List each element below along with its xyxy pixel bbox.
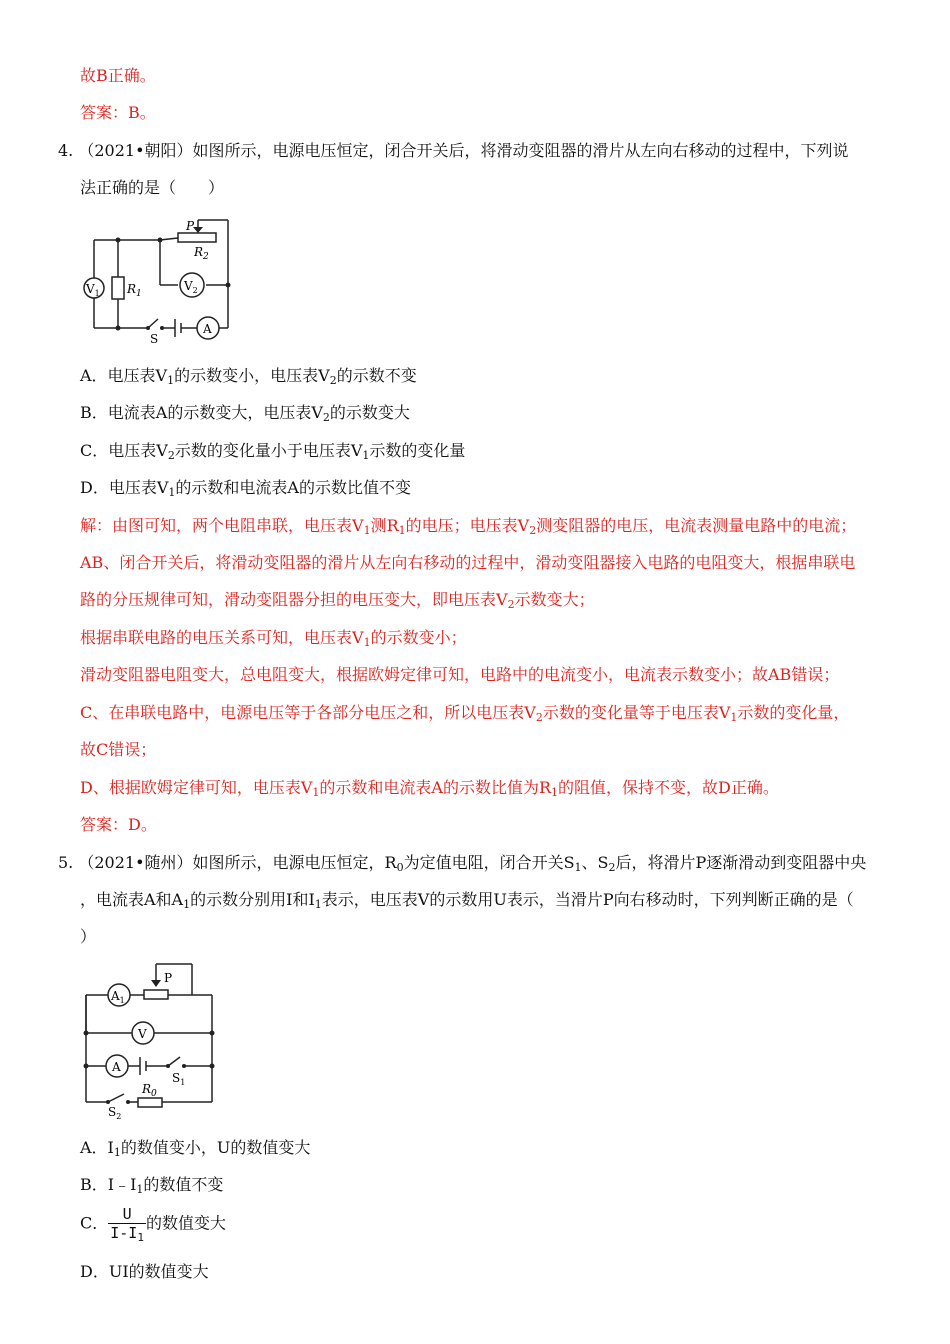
- label-S2: $S_2$: [108, 1105, 122, 1120]
- q5-circuit-diagram: [80, 960, 220, 1120]
- label-R2: $R_2$: [194, 245, 209, 262]
- label-V: V: [138, 1027, 147, 1041]
- q5-option-A[interactable]: A．$I_1$的数值变小，U的数值变大: [80, 1138, 311, 1159]
- q4-solution-line3: 路的分压规律可知，滑动变阻器分担的电压变大，即电压表$V_2$示数变大；: [80, 590, 595, 611]
- q5-option-B[interactable]: B．$I﹣I_1$的数值不变: [80, 1175, 224, 1196]
- q4-solution-line5: 滑动变阻器电阻变大，总电阻变大，根据欧姆定律可知，电路中的电流变小，电流表示数变小；故AB错误；: [80, 665, 840, 684]
- q4-stem-line2: 法正确的是（ ）: [80, 178, 225, 197]
- q5-stem-line3: ）: [80, 927, 97, 946]
- prev-answer: 答案：B。: [80, 103, 156, 122]
- label-V2: $V_2$: [184, 279, 198, 295]
- label-A: A: [203, 322, 212, 336]
- q4-solution-line2: AB、闭合开关后，将滑动变阻器的滑片从左向右移动的过程中，滑动变阻器接入电路的电阻变大，根据串联电: [80, 553, 856, 572]
- q4-option-B[interactable]: B．电流表A的示数变大，电压表$V_2$的示数变大: [80, 403, 410, 424]
- q5-number: 5.: [58, 853, 74, 872]
- label-R0: $R_0$: [142, 1082, 157, 1099]
- q4-circuit-diagram: [80, 215, 240, 345]
- q4-solution-line1: 解：由图可知，两个电阻串联，电压表$V_1$测$R_1$的电压；电压表$V_2$测变阻器的电压，电流表测量电路中的电流；: [80, 516, 857, 537]
- label-A1: $A_1$: [111, 989, 125, 1005]
- q4-solution-line4: 根据串联电路的电压关系可知，电压表$V_1$的示数变小；: [80, 628, 467, 649]
- label-S1: $S_1$: [172, 1071, 186, 1087]
- prev-solution-line: 故B正确。: [80, 66, 156, 85]
- q4-option-A[interactable]: A．电压表$V_1$的示数变小，电压表$V_2$的示数不变: [80, 366, 417, 387]
- label-A: A: [112, 1060, 121, 1074]
- label-R1: $R_1$: [127, 282, 142, 299]
- q4-stem-text: （2021•朝阳）如图所示，电源电压恒定，闭合开关后，将滑动变阻器的滑片从左向右移动的过程中，下列说: [78, 141, 849, 160]
- q5-option-C[interactable]: C． $\frac{U}{I-I_1}$ 的数值变大: [80, 1205, 226, 1244]
- q5-stem-line2: ，电流表A和$A_1$的示数分别用I和$I_1$表示，电压表V的示数用U表示，当滑片P向右移动时，下列判断正确的是（: [80, 890, 854, 911]
- label-V1: $V_1$: [86, 282, 100, 298]
- q4-solution-line7: 故C错误；: [80, 740, 157, 759]
- q5-option-C-fraction: $\frac{U}{I-I_1}$: [110, 1205, 144, 1244]
- q4-solution-line8: D、根据欧姆定律可知，电压表$V_1$的示数和电流表A的示数比值为$R_1$的阻值，保持不变，故D正确。: [80, 778, 779, 799]
- q4-stem-line1: [58, 140, 849, 162]
- q4-number: 4.: [58, 141, 74, 160]
- q5-stem-line1: 5. （2021•随州）如图所示，电源电压恒定，$R_0$为定值电阻，闭合开关$S_1$、$S_2$后，将滑片P逐渐滑动到变阻器中央: [58, 853, 867, 874]
- q4-option-D[interactable]: D．电压表$V_1$的示数和电流表A的示数比值不变: [80, 478, 411, 499]
- label-P: P: [186, 219, 195, 233]
- q5-option-D[interactable]: D．UI的数值变大: [80, 1262, 209, 1281]
- q4-option-C[interactable]: C．电压表$V_2$示数的变化量小于电压表$V_1$示数的变化量: [80, 441, 466, 462]
- label-P: P: [164, 971, 173, 985]
- q4-solution-line6: C、在串联电路中，电源电压等于各部分电压之和，所以电压表$V_2$示数的变化量等于电压表$V_1$示数的变化量，: [80, 703, 850, 724]
- label-S: S: [150, 332, 159, 345]
- q4-answer: 答案：D。: [80, 815, 157, 834]
